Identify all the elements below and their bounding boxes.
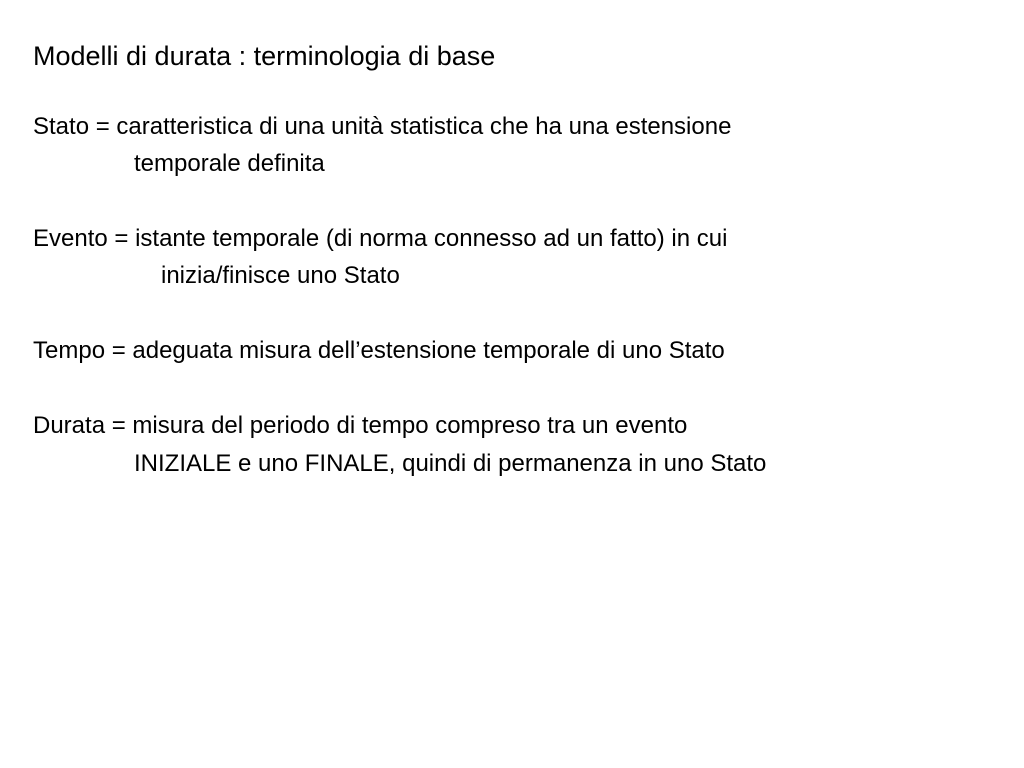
definition-evento-line-2: inizia/finisce uno Stato — [161, 262, 400, 289]
definition-durata-line-1: Durata = misura del periodo di tempo compreso tra un evento — [33, 412, 688, 439]
slide-title: Modelli di durata : terminologia di base — [33, 41, 496, 71]
definition-stato-line-1: Stato = caratteristica di una unità statistica che ha una estensione — [33, 113, 732, 140]
definition-stato-line-2: temporale definita — [134, 150, 325, 177]
definition-durata-line-2: INIZIALE e uno FINALE, quindi di permanenza in uno Stato — [134, 450, 767, 477]
definition-evento-line-1: Evento = istante temporale (di norma connesso ad un fatto) in cui — [33, 225, 728, 252]
definition-tempo-line-1: Tempo = adeguata misura dell’estensione temporale di uno Stato — [33, 337, 725, 364]
